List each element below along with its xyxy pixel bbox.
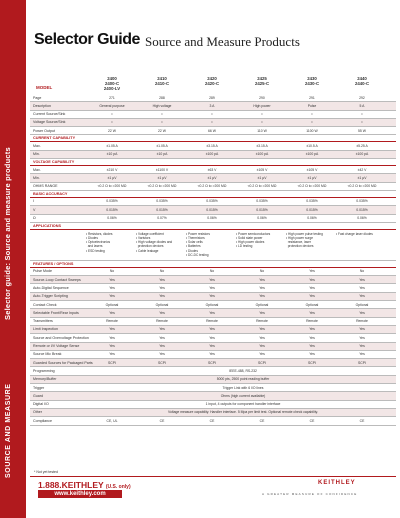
- table-cell: <0.2 Ω to >200 MΩ: [247, 184, 277, 189]
- table-cell: 288: [159, 95, 165, 100]
- table-cell: Yes: [159, 327, 165, 332]
- footnote: * Not yet tested: [34, 470, 58, 474]
- table-cell: •: [361, 120, 363, 125]
- table-row: [30, 301, 396, 309]
- table-cell: 5 A: [359, 103, 365, 108]
- table-cell: SCPI: [308, 360, 316, 365]
- section-label: CURRENT CAPABILITY: [33, 136, 76, 141]
- table-cell: Optional: [155, 302, 169, 307]
- table-cell: Remote: [206, 319, 218, 324]
- table-cell: ±10 pA: [156, 152, 168, 157]
- model-column-header: 2440 2440-C: [354, 76, 370, 86]
- table-cell: ±100 pA: [355, 152, 369, 157]
- section-label: APPLICATIONS: [33, 223, 61, 228]
- table-cell: Optional: [355, 302, 369, 307]
- row-label: Remote or I/V Voltage Sense: [33, 344, 80, 349]
- table-cell: Yes: [309, 335, 315, 340]
- table-cell: CE: [259, 418, 265, 423]
- model-column-header: 2400 2400-C 2400-LV: [103, 76, 121, 91]
- model-column-header: 2410 2410-C: [154, 76, 170, 86]
- table-cell: 0.035%: [356, 199, 368, 204]
- row-label: Trigger: [33, 385, 45, 390]
- table-row: [30, 384, 396, 392]
- row-label: Min.: [33, 175, 40, 180]
- section-label: VOLTAGE CAPABILITY: [33, 160, 75, 165]
- table-cell: ±1 µV: [357, 175, 367, 180]
- table-cell: Yes: [109, 327, 115, 332]
- table-cell: Yes: [209, 294, 215, 299]
- section-header: [30, 191, 396, 198]
- table-cell: ±10.5 A: [306, 143, 318, 148]
- table-cell: 0.06%: [257, 216, 267, 221]
- row-label: Programming: [33, 368, 55, 373]
- section-header: [30, 159, 396, 166]
- page-title: Selector Guide: [34, 31, 140, 48]
- table-cell: ±42 V: [357, 167, 367, 172]
- table-cell: Yes: [159, 344, 165, 349]
- table-cell: ±3.15 A: [206, 143, 218, 148]
- table-cell: Optional: [105, 302, 119, 307]
- row-label: Max.: [33, 167, 41, 172]
- table-cell: High power: [253, 103, 271, 108]
- table-cell: Yes: [159, 310, 165, 315]
- application-cell: • Fast charge laser diodes: [336, 231, 373, 236]
- table-cell: Yes: [109, 344, 115, 349]
- table-cell: Yes: [359, 294, 365, 299]
- phone-text: 1.888.KEITHLEY: [38, 480, 104, 490]
- table-row: [30, 318, 396, 326]
- table-cell: SCPI: [358, 360, 366, 365]
- row-label: Selectable Front/Rear Inputs: [33, 310, 79, 315]
- table-cell: <0.2 Ω to >200 MΩ: [297, 184, 327, 189]
- table-cell: Remote: [156, 319, 168, 324]
- table-row: [30, 215, 396, 223]
- table-cell: •: [211, 112, 213, 117]
- table-row: [30, 111, 396, 119]
- table-cell: 22 W: [158, 128, 166, 133]
- table-cell: ±1.05 A: [106, 143, 118, 148]
- table-header: [30, 74, 396, 94]
- table-row: [30, 376, 396, 384]
- table-cell: Yes: [259, 277, 265, 282]
- table-cell: SCPI: [108, 360, 116, 365]
- table-cell: 271: [109, 95, 115, 100]
- span-cell: Trigger Link with 6 I/O lines: [222, 385, 264, 390]
- table-row: [30, 174, 396, 182]
- row-label: Source Mic Break: [33, 352, 62, 357]
- application-cell: • Power resistors • Thermistors • Solar cells • Batteries • Diodes • DC-DC testing: [186, 231, 210, 257]
- table-cell: No: [359, 269, 365, 274]
- application-cell: • Power semiconductors • Solid state power • High power diodes • LD testing: [236, 231, 271, 249]
- row-label: Ω: [33, 216, 36, 221]
- table-cell: •: [161, 120, 163, 125]
- phone-sub: (U.S. only): [105, 484, 131, 490]
- table-cell: Yes: [309, 294, 315, 299]
- row-label: Auto-Trigger Scripting: [33, 294, 68, 299]
- row-label: Transmitters: [33, 319, 53, 324]
- table-cell: Yes: [259, 335, 265, 340]
- row-label: Guard: [33, 393, 43, 398]
- row-label: Source-Loop Contact Sweeps: [33, 277, 81, 282]
- row-label: Description: [33, 103, 51, 108]
- table-cell: ±1.05 A: [156, 143, 168, 148]
- table-cell: ±1 µV: [307, 175, 317, 180]
- table-cell: 0.06%: [357, 216, 367, 221]
- row-label: Source and Overvoltage Protection: [33, 335, 89, 340]
- table-cell: Yes: [159, 352, 165, 357]
- table-cell: Pulse: [307, 103, 317, 108]
- table-cell: No: [159, 269, 165, 274]
- table-row: [30, 401, 396, 409]
- table-cell: 0.06%: [107, 216, 117, 221]
- table-cell: Yes: [259, 327, 265, 332]
- sidebar: [0, 0, 26, 518]
- model-label: MODEL: [36, 85, 53, 90]
- table-cell: ±1 µV: [157, 175, 167, 180]
- section-header: [30, 135, 396, 142]
- row-label: Guarded Sources for Packaged Parts: [33, 360, 93, 365]
- section-label: BASIC ACCURACY: [33, 191, 68, 196]
- table-cell: 0.06%: [307, 216, 317, 221]
- website-link[interactable]: www.keithley.com: [38, 490, 122, 498]
- sidebar-section-title: Selector guide: Source and measure products: [3, 147, 12, 320]
- table-cell: Yes: [109, 352, 115, 357]
- row-label: Min.: [33, 152, 40, 157]
- row-label: Pulse Mode: [33, 269, 52, 274]
- table-cell: 110 W: [257, 128, 267, 133]
- table-cell: ±100 pA: [305, 152, 319, 157]
- table-cell: CE, UL: [106, 418, 118, 423]
- table-cell: •: [361, 112, 363, 117]
- applications-row: [30, 230, 396, 261]
- table-cell: Yes: [359, 285, 365, 290]
- row-label: Page: [33, 95, 42, 100]
- application-cell: • Resistors, diodes • Diodes • Optoelectronics and lasers • ESD testing: [86, 231, 113, 253]
- table-cell: <0.2 Ω to >200 MΩ: [197, 184, 227, 189]
- table-cell: ±210 V: [106, 167, 118, 172]
- model-column-header: 2425 2425-C: [254, 76, 270, 86]
- table-row: [30, 334, 396, 342]
- table-cell: <0.2 Ω to >200 MΩ: [97, 184, 127, 189]
- table-cell: 0.035%: [206, 199, 218, 204]
- row-label: V: [33, 207, 36, 212]
- row-label: Power Output: [33, 128, 55, 133]
- table-cell: SCPI: [208, 360, 216, 365]
- row-label: I: [33, 199, 34, 204]
- table-cell: 0.015%: [156, 207, 168, 212]
- table-cell: 0.015%: [206, 207, 218, 212]
- table-cell: 0.035%: [106, 199, 118, 204]
- table-cell: ±100 pA: [205, 152, 219, 157]
- row-label: Auto-Digital Sequence: [33, 285, 69, 290]
- application-cell: • High power pulse testing • High power surge resistance, laser protection devices: [286, 231, 323, 249]
- row-label: Contact Check: [33, 302, 57, 307]
- application-cell: • Voltage coefficient • Varistors • High voltage diodes and protection devices • Cable leakage: [136, 231, 173, 253]
- table-cell: Yes: [159, 277, 165, 282]
- table-cell: ±63 V: [207, 167, 217, 172]
- table-cell: General purpose: [99, 103, 125, 108]
- table-cell: Yes: [159, 285, 165, 290]
- table-cell: ±105 V: [306, 167, 318, 172]
- table-row: [30, 417, 396, 425]
- page-subtitle: Source and Measure Products: [145, 34, 300, 49]
- table-cell: Yes: [309, 352, 315, 357]
- table-cell: Yes: [309, 285, 315, 290]
- table-cell: Yes: [209, 344, 215, 349]
- table-cell: •: [261, 112, 263, 117]
- table-cell: Remote: [256, 319, 268, 324]
- table-cell: •: [311, 112, 313, 117]
- table-cell: High voltage: [152, 103, 172, 108]
- table-row: [30, 359, 396, 367]
- table-cell: ±1 µV: [107, 175, 117, 180]
- section-label: FEATURES / OPTIONS: [33, 261, 74, 266]
- table-cell: Yes: [209, 277, 215, 282]
- table-cell: Yes: [259, 294, 265, 299]
- table-cell: Optional: [205, 302, 219, 307]
- table-cell: 22 W: [108, 128, 116, 133]
- table-cell: 291: [309, 95, 315, 100]
- table-cell: Remote: [356, 319, 368, 324]
- table-row: [30, 151, 396, 159]
- table-cell: ±1 µV: [207, 175, 217, 180]
- table-cell: Yes: [159, 335, 165, 340]
- table-cell: Yes: [259, 285, 265, 290]
- table-cell: Yes: [309, 277, 315, 282]
- table-row: [30, 142, 396, 150]
- span-cell: Ohms (high current available): [220, 393, 266, 398]
- span-cell: 5000 pts, 2500 point reading buffer: [216, 377, 270, 382]
- table-cell: •: [111, 120, 113, 125]
- table-cell: Yes: [209, 352, 215, 357]
- table-cell: ±10 pA: [106, 152, 118, 157]
- table-cell: No: [109, 269, 115, 274]
- table-cell: Yes: [109, 277, 115, 282]
- table-cell: 55 W: [358, 128, 366, 133]
- section-header: [30, 261, 396, 268]
- table-cell: SCPI: [158, 360, 166, 365]
- table-cell: Yes: [359, 327, 365, 332]
- table-cell: Yes: [209, 285, 215, 290]
- table-cell: 0.015%: [306, 207, 318, 212]
- row-label: Memory/Buffer: [33, 377, 57, 382]
- span-cell: Voltage measure capability. Handler interface. 5 Mpa per limit test. Optional remote check capability.: [167, 410, 319, 415]
- table-row: [30, 198, 396, 206]
- table-cell: Yes: [109, 294, 115, 299]
- table-cell: 1100 W: [306, 128, 318, 133]
- table-cell: Yes: [259, 310, 265, 315]
- section-header: [30, 223, 396, 230]
- table-cell: 66 W: [208, 128, 216, 133]
- keithley-logo: KEITHLEY: [318, 480, 356, 486]
- model-column-header: 2420 2420-C: [204, 76, 220, 86]
- phone-number: [38, 480, 131, 490]
- table-cell: ±3.15 A: [256, 143, 268, 148]
- table-row: [30, 183, 396, 191]
- table-cell: Yes: [209, 327, 215, 332]
- footer-divider: [30, 476, 396, 477]
- table-cell: 0.035%: [156, 199, 168, 204]
- table-cell: Yes: [309, 310, 315, 315]
- table-cell: •: [111, 112, 113, 117]
- table-cell: •: [311, 120, 313, 125]
- table-cell: Yes: [309, 269, 315, 274]
- row-label: Compliance: [33, 418, 52, 423]
- table-cell: Yes: [359, 277, 365, 282]
- table-cell: 0.015%: [356, 207, 368, 212]
- table-cell: Yes: [109, 285, 115, 290]
- table-row: [30, 351, 396, 359]
- table-cell: CE: [209, 418, 215, 423]
- table-cell: 0.035%: [306, 199, 318, 204]
- table-row: [30, 127, 396, 135]
- span-cell: 1 input, 4 outputs for component handler interface: [205, 402, 281, 407]
- table-cell: Remote: [106, 319, 118, 324]
- table-row: [30, 309, 396, 317]
- table-cell: 289: [209, 95, 215, 100]
- table-cell: Yes: [359, 335, 365, 340]
- table-cell: CE: [159, 418, 165, 423]
- table-cell: Yes: [259, 352, 265, 357]
- table-cell: Yes: [359, 310, 365, 315]
- table-cell: 0.06%: [207, 216, 217, 221]
- table-cell: 0.015%: [106, 207, 118, 212]
- table-cell: <0.2 Ω to >200 MΩ: [347, 184, 377, 189]
- table-row: [30, 276, 396, 284]
- row-label: OHMS RANGE: [33, 184, 58, 189]
- table-cell: ±105 V: [256, 167, 268, 172]
- table-cell: No: [259, 269, 265, 274]
- table-row: [30, 102, 396, 110]
- table-cell: Yes: [109, 335, 115, 340]
- row-label: Current Source/Sink: [33, 112, 66, 117]
- span-cell: IEEE-488, RS-232: [229, 368, 257, 373]
- table-cell: Yes: [309, 327, 315, 332]
- table-row: [30, 119, 396, 127]
- sidebar-bottom-title: SOURCE AND MEASURE: [5, 383, 12, 478]
- table-row: [30, 284, 396, 292]
- table-cell: <0.2 Ω to >200 MΩ: [147, 184, 177, 189]
- row-label: Voltage Source/Sink: [33, 120, 66, 125]
- table-cell: ±5.25 A: [356, 143, 368, 148]
- table-cell: CE: [309, 418, 315, 423]
- table-row: [30, 326, 396, 334]
- table-row: [30, 367, 396, 375]
- table-cell: 0.035%: [256, 199, 268, 204]
- table-row: [30, 293, 396, 301]
- table-cell: No: [209, 269, 215, 274]
- row-label: Other: [33, 410, 42, 415]
- table-row: [30, 343, 396, 351]
- table-cell: SCPI: [258, 360, 266, 365]
- model-column-header: 2430 2430-C: [304, 76, 320, 86]
- table-cell: 290: [259, 95, 265, 100]
- table-cell: ±100 pA: [255, 152, 269, 157]
- table-body: [30, 94, 396, 426]
- table-cell: •: [211, 120, 213, 125]
- table-cell: Yes: [259, 344, 265, 349]
- table-cell: Remote: [306, 319, 318, 324]
- table-cell: •: [261, 120, 263, 125]
- table-cell: 0.07%: [157, 216, 167, 221]
- tagline: A GREATER MEASURE OF CONFIDENCE: [262, 492, 358, 496]
- table-row: [30, 268, 396, 276]
- table-cell: Optional: [255, 302, 269, 307]
- table-cell: 292: [359, 95, 365, 100]
- table-row: [30, 206, 396, 214]
- table-cell: Yes: [209, 310, 215, 315]
- table-cell: Optional: [305, 302, 319, 307]
- table-cell: 3 A: [209, 103, 215, 108]
- row-label: Limit Inspection: [33, 327, 58, 332]
- table-cell: ±1100 V: [155, 167, 169, 172]
- table-cell: 0.015%: [256, 207, 268, 212]
- table-cell: Yes: [209, 335, 215, 340]
- table-cell: •: [161, 112, 163, 117]
- table-cell: Yes: [309, 344, 315, 349]
- row-label: Digital I/O: [33, 402, 49, 407]
- row-label: Max.: [33, 143, 41, 148]
- table-cell: Yes: [359, 352, 365, 357]
- table-row: [30, 166, 396, 174]
- table-cell: ±1 µV: [257, 175, 267, 180]
- table-cell: Yes: [159, 294, 165, 299]
- table-cell: Yes: [109, 310, 115, 315]
- table-cell: Yes: [359, 344, 365, 349]
- table-cell: CE: [359, 418, 365, 423]
- table-row: [30, 392, 396, 400]
- table-row: [30, 94, 396, 102]
- table-row: [30, 409, 396, 417]
